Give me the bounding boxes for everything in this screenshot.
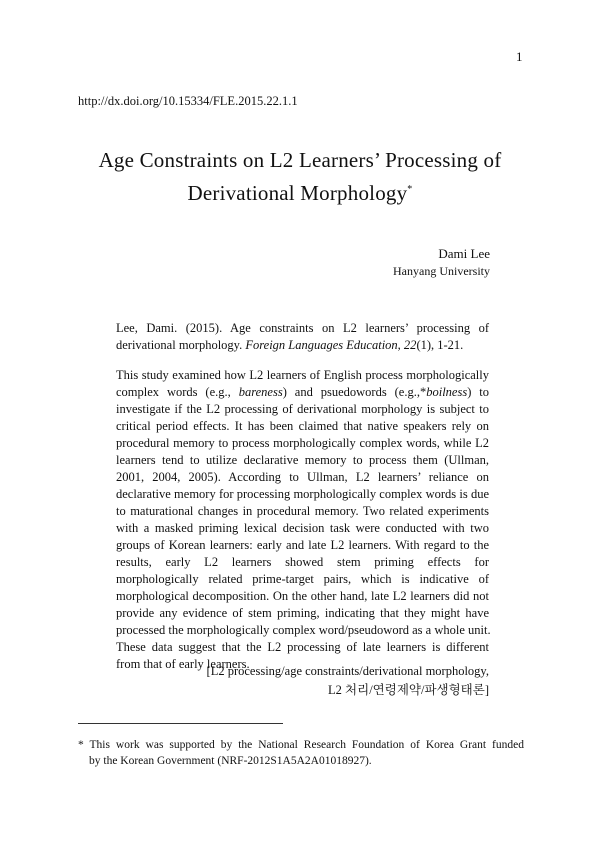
footnote-line-2: by the Korean Government (NRF-2012S1A5A2A01018927). bbox=[89, 755, 372, 767]
footnote bbox=[78, 737, 524, 769]
abstract-line: This study examined how L2 learners of English process morphologically bbox=[116, 368, 489, 382]
title-line-2-text: Derivational Morphology bbox=[187, 181, 408, 205]
abstract bbox=[116, 367, 489, 673]
keywords-line-1: [L2 processing/age constraints/derivational morphology, bbox=[206, 664, 489, 678]
abstract-line: 2001, 2004, 2005). According to Ullman, L2 learners’ reliance on bbox=[116, 470, 489, 484]
citation-line-2 bbox=[116, 337, 489, 354]
abstract-line: morphological decomposition. On the other hand, late L2 learners did not bbox=[116, 589, 489, 603]
abstract-line: These data suggest that the L2 processing of late learners is different bbox=[116, 640, 489, 654]
footnote-divider bbox=[78, 723, 283, 724]
author-name: Dami Lee bbox=[438, 246, 490, 261]
citation bbox=[116, 320, 489, 354]
abstract-line: groups of Korean learners: early and late L2 learners. With regard to the bbox=[116, 538, 489, 552]
citation-suffix: (1), 1-21. bbox=[416, 338, 464, 352]
page-number: 1 bbox=[516, 49, 523, 64]
abstract-line: results, early L2 learners showed stem priming effects for bbox=[116, 555, 489, 569]
abstract-line: from that of early learners. bbox=[116, 657, 250, 671]
paper-title bbox=[40, 145, 560, 208]
title-line-2 bbox=[40, 175, 560, 208]
citation-line-1: Lee, Dami. (2015). Age constraints on L2 learners’ processing of bbox=[116, 321, 489, 335]
abstract-line: critical period effects. It has been claimed that native speakers rely on bbox=[116, 419, 489, 433]
abstract-line: with a masked priming lexical decision task were conducted with two bbox=[116, 521, 489, 535]
footnote-marker: * bbox=[407, 184, 413, 195]
footnote-line-1: * This work was supported by the National Research Foundation of Korea Grant funded bbox=[78, 739, 524, 751]
italic-term: boilness bbox=[426, 385, 468, 399]
citation-journal: Foreign Languages Education, 22 bbox=[245, 338, 417, 352]
doi-link[interactable]: http://dx.doi.org/10.15334/FLE.2015.22.1.1 bbox=[78, 94, 298, 108]
abstract-line: to maturational changes in procedural memory. Two related experiments bbox=[116, 504, 489, 518]
abstract-line: learners tend to utilize declarative memory to process them (Ullman, bbox=[116, 453, 489, 467]
author-affiliation: Hanyang University bbox=[393, 264, 490, 278]
abstract-line: morphologically related prime-target pairs, which is indicative of bbox=[116, 572, 489, 586]
abstract-line: declarative memory for processing morphologically complex words is due bbox=[116, 487, 489, 501]
keywords bbox=[207, 662, 489, 700]
italic-term: bareness bbox=[238, 385, 283, 399]
keywords-line-2: L2 처리/연령제약/파생형태론] bbox=[328, 683, 489, 697]
abstract-line: provide any evidence of stem priming, indicating that they might have bbox=[116, 606, 489, 620]
abstract-line: complex words (e.g., bareness) and psuedowords (e.g.,*boilness) to bbox=[116, 385, 490, 399]
abstract-line: processed the morphologically complex word/pseudoword as a whole unit. bbox=[116, 623, 491, 637]
abstract-line: procedural memory to process morphologically complex words, while L2 bbox=[116, 436, 489, 450]
abstract-line: investigate if the L2 processing of derivational morphology is subject to bbox=[116, 402, 489, 416]
title-line-1: Age Constraints on L2 Learners’ Processing of bbox=[98, 148, 502, 172]
citation-prefix: derivational morphology. bbox=[116, 338, 246, 352]
